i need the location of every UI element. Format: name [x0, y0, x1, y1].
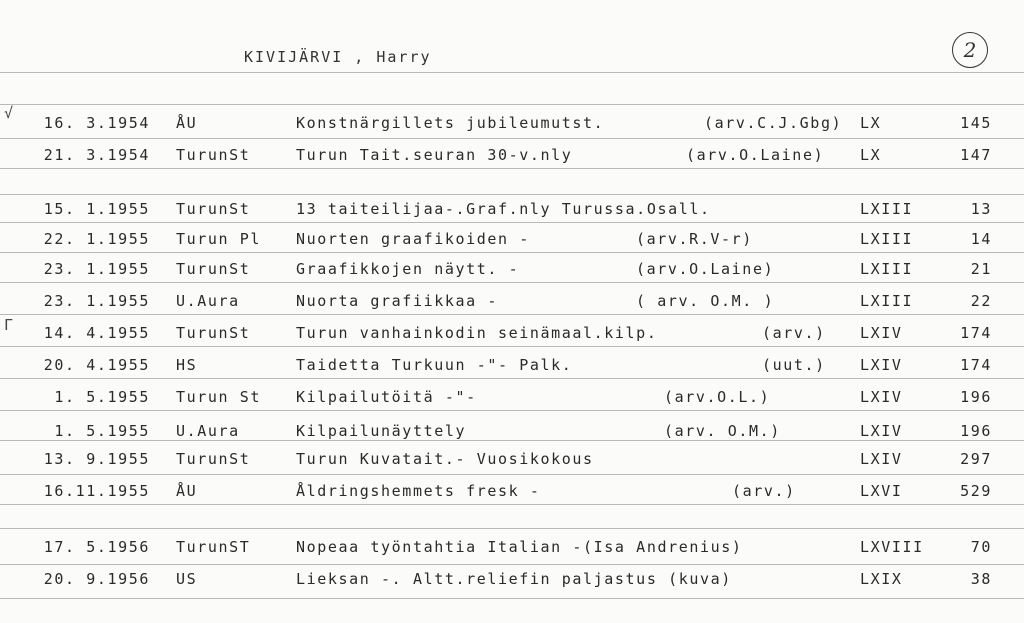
entry-paper: TurunSt — [176, 146, 251, 164]
entry-volume: LXVIII — [860, 538, 924, 556]
list-item — [0, 570, 1024, 592]
entry-paper: TurunST — [176, 538, 251, 556]
entry-title: Taidetta Turkuun -"- Palk. — [296, 356, 573, 374]
entry-volume: LX — [860, 114, 882, 132]
ruled-line — [0, 222, 1024, 223]
entry-paper: US — [176, 570, 198, 588]
list-item — [0, 200, 1024, 222]
ruled-line — [0, 528, 1024, 529]
entry-paper: U.Aura — [176, 292, 240, 310]
entry-page: 21 — [970, 260, 992, 278]
entry-page: 529 — [960, 482, 992, 500]
ruled-line — [0, 104, 1024, 105]
entry-page: 38 — [970, 570, 992, 588]
list-item — [0, 114, 1024, 136]
entry-volume: LXIII — [860, 230, 914, 248]
entry-page: 14 — [970, 230, 992, 248]
ruled-line — [0, 598, 1024, 599]
list-item — [0, 260, 1024, 282]
entry-volume: LXIV — [860, 450, 903, 468]
entry-note: (arv. O.M.) — [664, 422, 781, 440]
entry-volume: LXIV — [860, 388, 903, 406]
ruled-line — [0, 410, 1024, 411]
list-item — [0, 388, 1024, 410]
entry-date: 16.11.1955 — [43, 482, 150, 500]
entry-volume: LXIX — [860, 570, 903, 588]
entry-paper: TurunSt — [176, 450, 251, 468]
entry-paper: TurunSt — [176, 324, 251, 342]
entry-note: (arv.R.V-r) — [636, 230, 753, 248]
entry-title: Graafikkojen näytt. - — [296, 260, 520, 278]
list-item — [0, 422, 1024, 444]
entry-date: 22. 1.1955 — [43, 230, 150, 248]
entry-page: 145 — [960, 114, 992, 132]
entry-page: 22 — [970, 292, 992, 310]
entry-volume: LXIV — [860, 422, 903, 440]
checkmark-icon: √ — [4, 104, 14, 122]
entry-date: 16. 3.1954 — [43, 114, 150, 132]
page-number-circle: 2 — [952, 32, 988, 68]
entry-title: 13 taiteilijaa-.Graf.nly Turussa.Osall. — [296, 200, 711, 218]
entry-page: 147 — [960, 146, 992, 164]
entry-date: 17. 5.1956 — [43, 538, 150, 556]
ruled-line — [0, 314, 1024, 315]
entry-date: 21. 3.1954 — [43, 146, 150, 164]
ruled-line — [0, 282, 1024, 283]
entry-note: (arv.) — [762, 324, 826, 342]
entry-paper: TurunSt — [176, 260, 251, 278]
entry-volume: LXIV — [860, 356, 903, 374]
entry-note: (arv.C.J.Gbg) — [704, 114, 843, 132]
entry-title: Nopeaa työntahtia Italian -(Isa Andrenius) — [296, 538, 743, 556]
entry-paper: HS — [176, 356, 198, 374]
entry-volume: LXIII — [860, 200, 914, 218]
entry-title: Nuorten graafikoiden - — [296, 230, 530, 248]
entry-note: (arv.O.L.) — [664, 388, 771, 406]
entry-volume: LX — [860, 146, 882, 164]
entry-title: Turun vanhainkodin seinämaal.kilp. — [296, 324, 658, 342]
ruled-line — [0, 194, 1024, 195]
entry-paper: Turun St — [176, 388, 262, 406]
entry-date: 13. 9.1955 — [43, 450, 150, 468]
entry-title: Turun Tait.seuran 30-v.nly — [296, 146, 573, 164]
ruled-line — [0, 474, 1024, 475]
entry-page: 70 — [970, 538, 992, 556]
ruled-line — [0, 252, 1024, 253]
entry-title: Kilpailunäyttely — [296, 422, 467, 440]
entry-note: (arv.O.Laine) — [636, 260, 775, 278]
entry-note: (arv.) — [732, 482, 796, 500]
list-item — [0, 292, 1024, 314]
checkmark-icon: Γ — [4, 316, 14, 334]
entry-page: 297 — [960, 450, 992, 468]
entry-date: 1. 5.1955 — [54, 388, 150, 406]
entry-page: 196 — [960, 422, 992, 440]
entry-paper: TurunSt — [176, 200, 251, 218]
entry-page: 196 — [960, 388, 992, 406]
entry-page: 174 — [960, 356, 992, 374]
ruled-line — [0, 504, 1024, 505]
entry-page: 13 — [970, 200, 992, 218]
entry-title: Konstnärgillets jubileumutst. — [296, 114, 605, 132]
list-item — [0, 356, 1024, 378]
ruled-line — [0, 168, 1024, 169]
entry-title: Lieksan -. Altt.reliefin paljastus (kuva) — [296, 570, 732, 588]
entry-paper: Turun Pl — [176, 230, 262, 248]
ruled-line — [0, 138, 1024, 139]
entry-date: 1. 5.1955 — [54, 422, 150, 440]
entry-paper: ÅU — [176, 114, 198, 132]
list-item — [0, 324, 1024, 346]
ruled-line — [0, 346, 1024, 347]
entry-title: Åldringshemmets fresk - — [296, 482, 541, 500]
entry-note: (arv.O.Laine) — [686, 146, 825, 164]
entry-date: 20. 9.1956 — [43, 570, 150, 588]
entry-paper: U.Aura — [176, 422, 240, 440]
list-item — [0, 450, 1024, 472]
entry-date: 23. 1.1955 — [43, 260, 150, 278]
entry-date: 20. 4.1955 — [43, 356, 150, 374]
entry-volume: LXIII — [860, 260, 914, 278]
entry-title: Turun Kuvatait.- Vuosikokous — [296, 450, 594, 468]
list-item — [0, 538, 1024, 560]
ruled-line — [0, 564, 1024, 565]
card-heading: KIVIJÄRVI , Harry — [244, 48, 432, 66]
entry-volume: LXIV — [860, 324, 903, 342]
entry-title: Kilpailutöitä -"- — [296, 388, 477, 406]
list-item — [0, 230, 1024, 252]
ruled-line — [0, 378, 1024, 379]
entry-volume: LXIII — [860, 292, 914, 310]
ruled-line — [0, 72, 1024, 73]
entry-note: (uut.) — [762, 356, 826, 374]
list-item — [0, 146, 1024, 168]
entry-date: 14. 4.1955 — [43, 324, 150, 342]
entry-date: 15. 1.1955 — [43, 200, 150, 218]
entry-title: Nuorta grafiikkaa - — [296, 292, 498, 310]
entry-page: 174 — [960, 324, 992, 342]
entry-note: ( arv. O.M. ) — [636, 292, 775, 310]
entry-volume: LXVI — [860, 482, 903, 500]
entry-paper: ÅU — [176, 482, 198, 500]
list-item — [0, 482, 1024, 504]
entry-date: 23. 1.1955 — [43, 292, 150, 310]
